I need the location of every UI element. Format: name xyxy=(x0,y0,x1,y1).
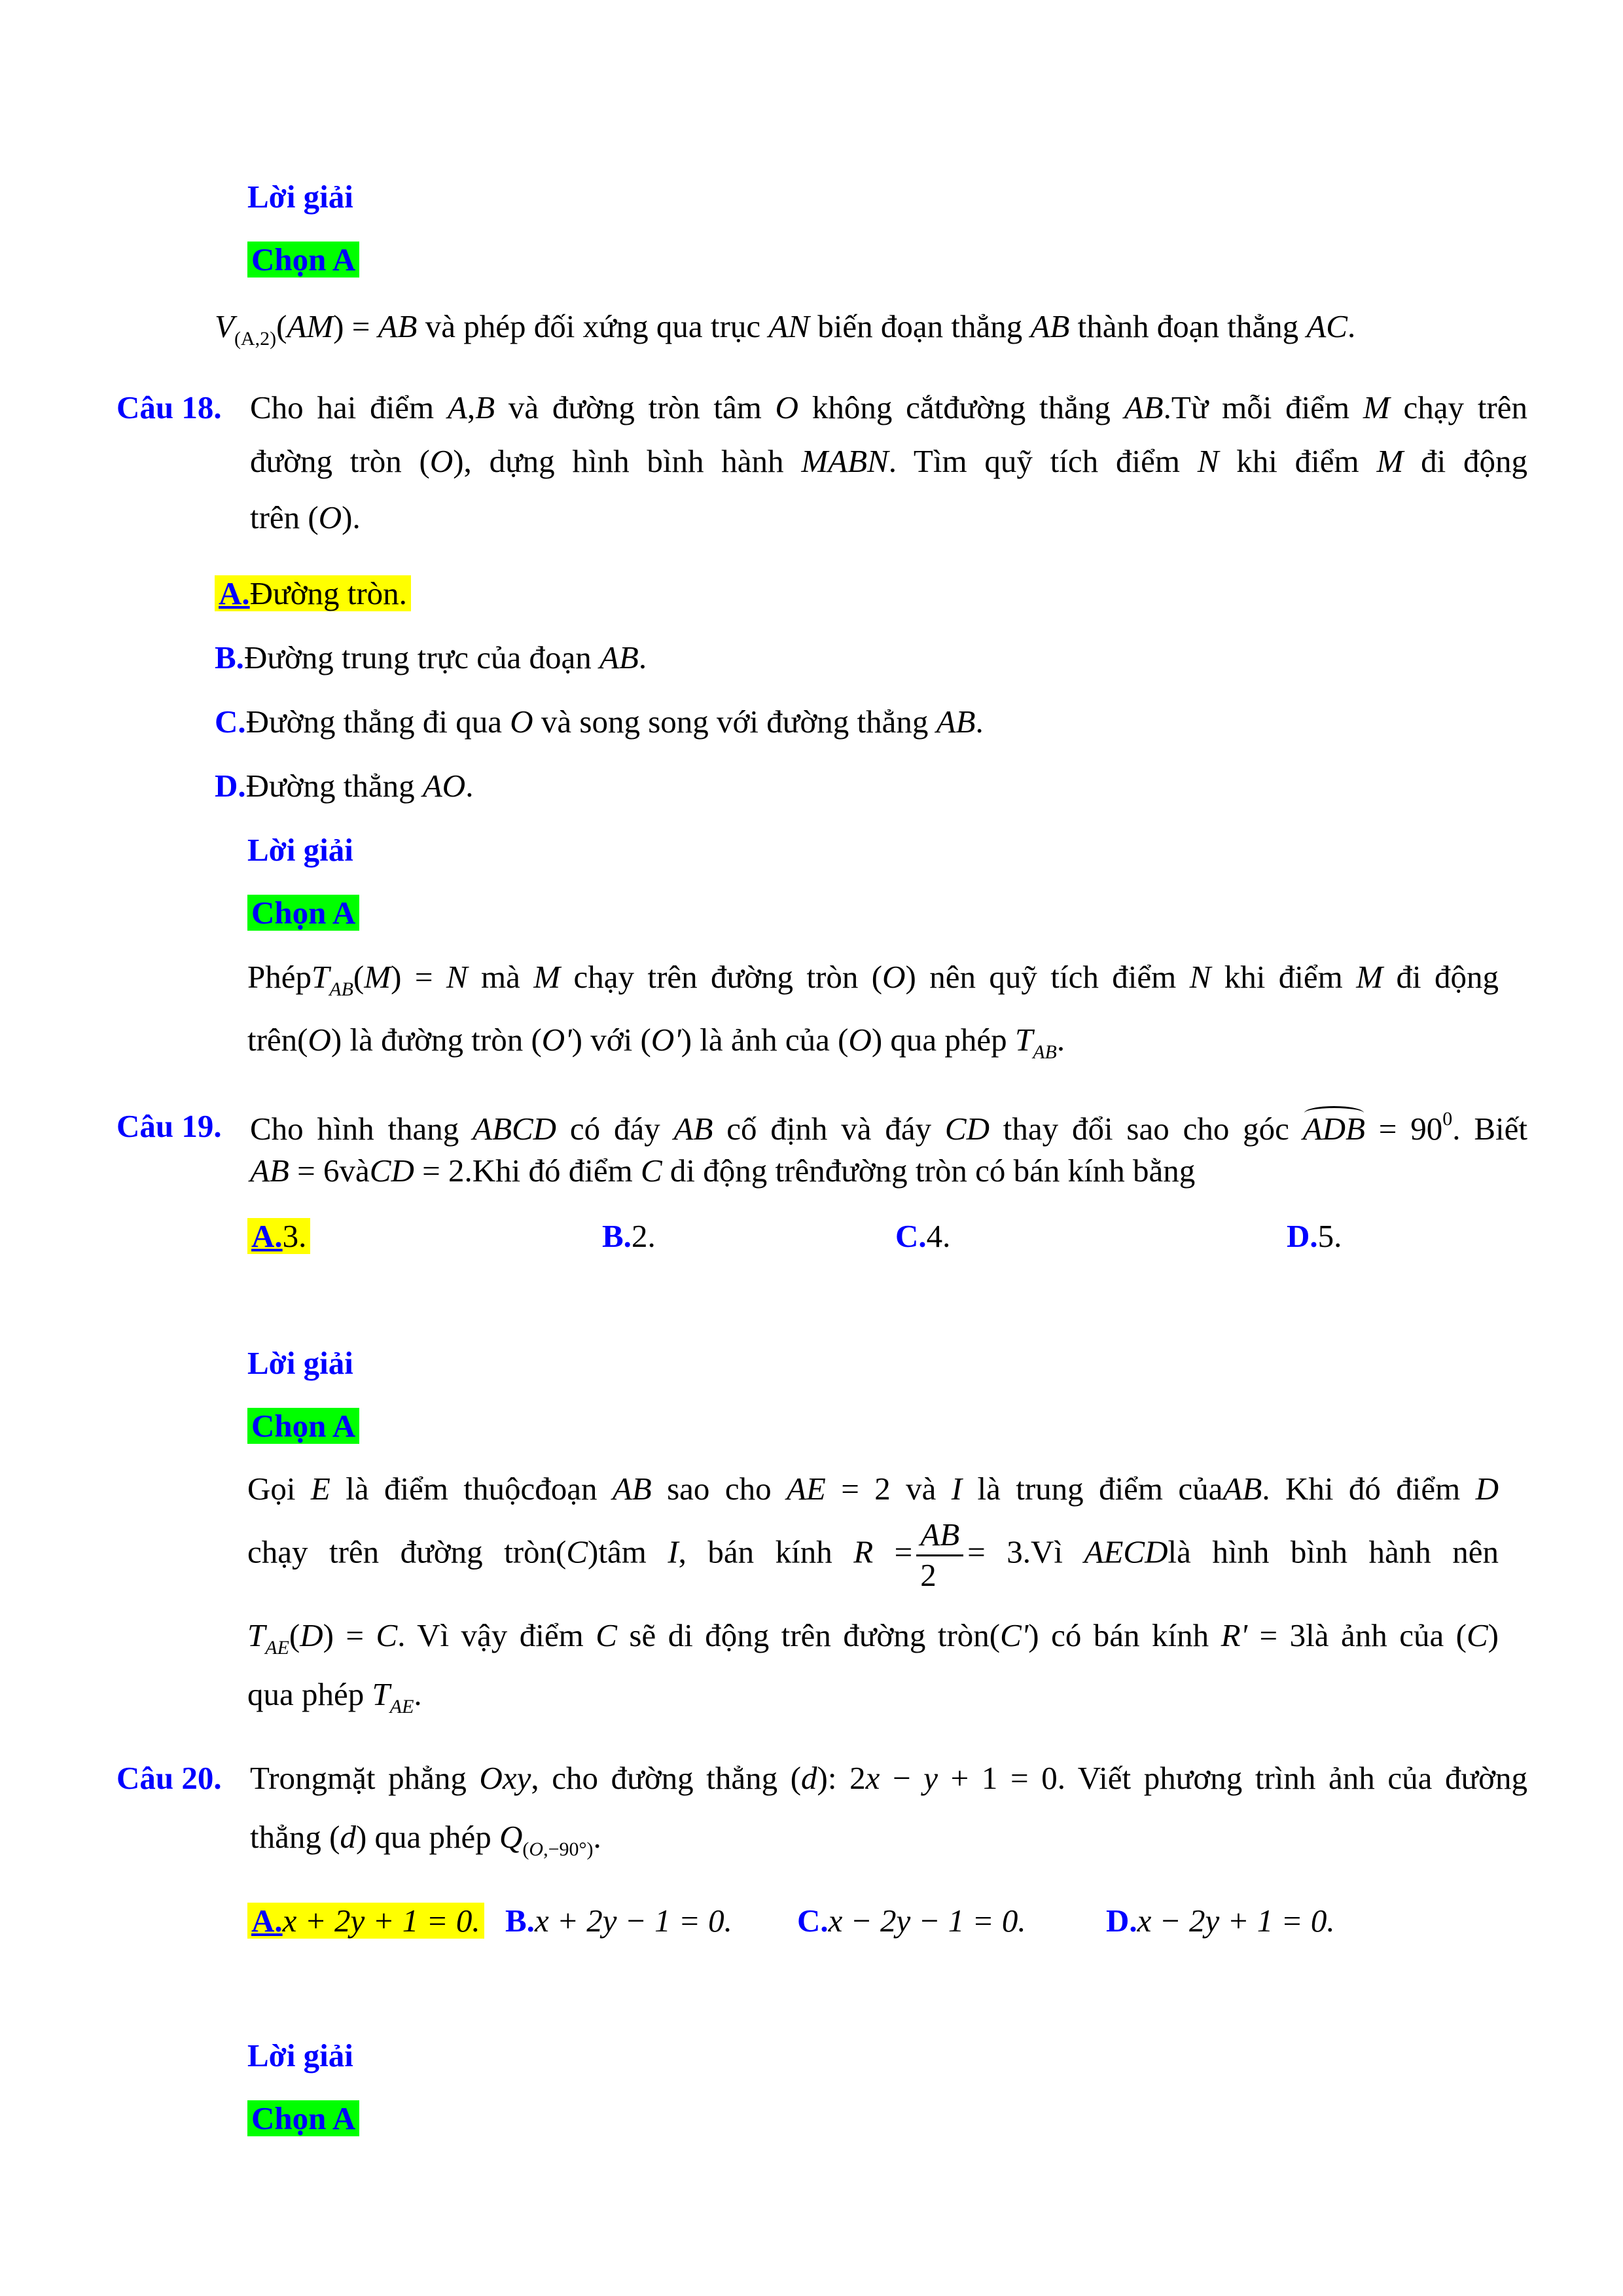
q19-option-d[interactable]: D.5. xyxy=(1287,1218,1342,1254)
q19-option-b[interactable]: B.2. xyxy=(602,1218,656,1254)
q18-stem-line2: đường tròn (O), dựng hình bình hành MABN. Tìm quỹ tích điểm N khi điểm M đi động xyxy=(250,443,1528,479)
q19-stem-line1: Cho hình thang ABCD có đáy AB cố định và đáy CD thay đổi sao cho góc ADB = $90^0$. Biết xyxy=(250,1107,1527,1149)
q18-option-a[interactable]: A.Đường tròn. xyxy=(215,575,411,613)
q20-chosen-answer: Chọn A xyxy=(247,2100,359,2136)
q20-chon-wrap xyxy=(247,2100,359,2138)
q18-option-c[interactable]: C.Đường thẳng đi qua O và song song với đường thẳng AB. xyxy=(215,704,984,740)
q18-number: Câu 18. xyxy=(116,389,222,425)
q18-chosen-answer: Chọn A xyxy=(247,895,359,931)
q19-chosen-answer: Chọn A xyxy=(247,1408,359,1444)
q20-option-a[interactable]: A.x + 2y + 1 = 0. xyxy=(247,1902,484,1941)
q20-option-c[interactable]: C.x − 2y − 1 = 0. xyxy=(797,1903,1026,1939)
top-solution-text: $V_{(A,2)}(AM)$ = AB và phép đối xứng qua trục AN biến đoạn thẳng AB thành đoạn thẳng AC. xyxy=(215,308,1356,350)
q18-solution-header: Lời giải xyxy=(247,832,353,868)
radius-fraction: $\frac{AB}{2}$ xyxy=(916,1516,963,1595)
q19-number: Câu 19. xyxy=(116,1108,222,1144)
q19-solution-header: Lời giải xyxy=(247,1345,353,1381)
q19-option-a[interactable]: A.3. xyxy=(247,1217,310,1256)
q20-number: Câu 20. xyxy=(116,1760,222,1796)
q18-option-d[interactable]: D.Đường thẳng AO. xyxy=(215,768,474,804)
q20-stem-line1: Trongmặt phẳng Oxy, cho đường thẳng (d): 2x − y + 1 = 0. Viết phương trình ảnh của đường xyxy=(250,1760,1527,1796)
solution-header-top: Lời giải xyxy=(247,179,353,215)
chosen-answer-top: Chọn A xyxy=(247,242,359,278)
q18-stem-line1: Cho hai điểm A,B và đường tròn tâm O không cắtđường thẳng AB.Từ mỗi điểm M chạy trên xyxy=(250,389,1528,425)
q20-solution-header: Lời giải xyxy=(247,2037,353,2073)
q18-option-b[interactable]: B.Đường trung trực của đoạn AB. xyxy=(215,639,647,675)
q18-solution-line2: trên(O) là đường tròn (O') với (O') là ảnh của (O) qua phép $T_{AB}$. xyxy=(247,1022,1065,1063)
q20-option-b[interactable]: B.x + 2y − 1 = 0. xyxy=(505,1903,732,1939)
q18-stem-line3: trên (O). xyxy=(250,499,361,535)
q19-stem-line2: AB = 6vàCD = 2.Khi đó điểm C di động trênđường tròn có bán kính bằng xyxy=(250,1153,1196,1189)
q19-solution-line1: Gọi E là điểm thuộcđoạn AB sao cho AE = 2 và I là trung điểm củaAB. Khi đó điểm D xyxy=(247,1471,1499,1507)
q18-chon-wrap xyxy=(247,894,359,933)
chon-wrap-top xyxy=(247,241,359,279)
q18-solution-line1: PhépT$_{AB}$(M) = N mà M chạy trên đường tròn (O) nên quỹ tích điểm N khi điểm M đi động xyxy=(247,959,1499,1000)
q19-option-c[interactable]: C.4. xyxy=(895,1218,951,1254)
q20-stem-line2: thẳng (d) qua phép $Q_{(O,-90^\circ)}$. xyxy=(250,1819,601,1860)
q19-solution-line3: $T_{AE}(D) = C$. Vì vậy điểm C sẽ di động trên đường tròn(C') có bán kính R' = 3là ảnh của (C) xyxy=(247,1617,1499,1659)
q19-solution-line2: chạy trên đường tròn(C)tâm I, bán kính R = $\frac{AB}{2}$ = 3.Vì AECDlà hình bình hành nên xyxy=(247,1516,1499,1595)
q19-chon-wrap xyxy=(247,1407,359,1446)
q20-option-d[interactable]: D.x − 2y + 1 = 0. xyxy=(1106,1903,1335,1939)
q19-solution-line4: qua phép $T_{AE}$. xyxy=(247,1676,422,1717)
